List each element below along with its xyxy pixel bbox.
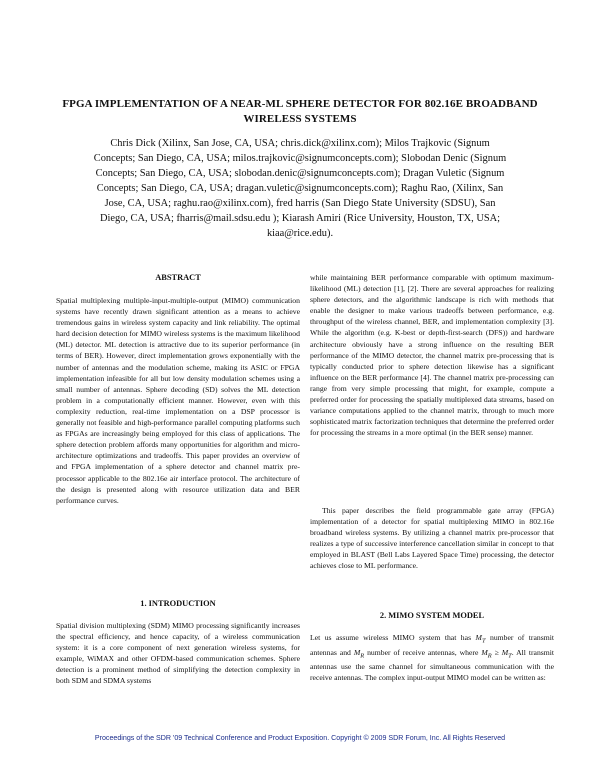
abstract-heading: ABSTRACT xyxy=(155,273,201,282)
mimo-model-text xyxy=(310,632,554,683)
paper-title: FPGA IMPLEMENTATION OF A NEAR-ML SPHERE DETECTOR FOR 802.16E BROADBAND WIRELESS SYSTEMS xyxy=(62,98,538,125)
author-list: Chris Dick (Xilinx, San Jose, CA, USA; chris.dick@xilinx.com); Milos Trajkovic (Signum Concepts; San Diego, CA, USA; milos.trajkovic@signumconcepts.com); Slobodan Denic (Signum Concepts; San Diego, CA, USA; slobodan.denic@signumconcepts.com); Dragan Vuletic (Signum Concepts; San Diego, CA, USA; dragan.vuletic@signumconcepts.com); Raghu Rao, (Xilinx, San Jose, CA, USA; raghu.rao@xilinx.com), fred harris (San Diego State University (SDSU), San Diego, CA, USA; fharris@mail.sdsu.edu ); Kiarash Amiri (Rice University, Houston, TX, USA; kiaa@rice.edu). xyxy=(93,138,507,239)
inequality: $M_R \ge M_T$ xyxy=(481,647,512,660)
symbol-mr: $M_R$ xyxy=(353,647,365,660)
mimo-text-4: . All transmit antennas use the same channel for simultaneous communication with the receive antennas. The complex input-output MIMO model can be written as: xyxy=(310,647,555,683)
mimo-text-2: number of transmit antennas and xyxy=(310,633,554,657)
abstract-text: Spatial multiplexing multiple-input-multiple-output (MIMO) communication systems have recently drawn significant attention as a means to achieve tremendous gains in wireless system capacity and link reliability. The optimal hard decision detection for MIMO wireless systems is the maximum likelihood (ML) detector. ML detection is attractive due to its superior performance (in terms of BER). However, direct implementation grows exponentially with the number of antennas and the modulation scheme, making its ASIC or FPGA implementation infeasible for all but low density modulation schemes using a small number of antennas. Sphere decoding (SD) solves the ML detection problem in a computationally efficient manner. However, even with this complexity reduction, real-time implementation on a DSP processor is generally not feasible and high-performance parallel computing platforms such as FPGAs are increasingly being employed for this class of applications. The sphere detection problem affords many opportunities for algorithm and micro-architecture optimizations and tradeoffs. This paper provides an overview of and FPGA implementation of a sphere detector and channel matrix pre-processor applicable to the 802.16e air interface protocol. The architecture of the design is presented along with resource utilization data and BER performance curves. xyxy=(56,296,300,505)
mimo-text-1: Let us assume wireless MIMO system that has xyxy=(310,633,472,642)
proceedings-footer: Proceedings of the SDR '09 Technical Conference and Product Exposition. Copyright © 2009 SDR Forum, Inc. All Rights Reserved xyxy=(94,734,506,742)
introduction-heading: 1. INTRODUCTION xyxy=(140,599,216,608)
intro-continued-paragraph: while maintaining BER performance comparable with optimum maximum-likelihood (ML) detection [1], [2]. There are several approaches for realizing sphere detectors, and the algorithmic landscape is rich with methods that enable the designer to make various tradeoffs between performance, e.g. throughput of the wireless channel, BER, and implementation complexity [3]. While the algorithm (e.g. K-best or depth-first-search (DFS)) and hardware architecture obviously have a strong influence on the resulting BER performance of the MIMO detector, the channel matrix pre-processing that is typically conducted prior to sphere detection likewise has a significant influence on the BER performance [4]. The channel matrix pre-processing can range from very simple processing that might, for example, compute a preferred order for processing the spatially multiplexed data streams, based on variance computations applied to the channel matrix, through to much more sophisticated matrix factorization techniques that determine the preferred order for processing the streams in a more optimal (in the BER sense) manner. xyxy=(310,273,554,438)
mimo-model-heading: 2. MIMO SYSTEM MODEL xyxy=(379,611,485,620)
introduction-text: Spatial division multiplexing (SDM) MIMO processing significantly increases the spectral efficiency, and hence capacity, of a wireless communication system: it is a core component of next generation wireless systems, for example, WiMAX and other OFDM-based communication schemes. Sphere detection is a prominent method of simplifying the detection complexity in both SDM and SDMA systems xyxy=(56,621,300,686)
paper-scope-paragraph: This paper describes the field programmable gate array (FPGA) implementation of a detector for spatial multiplexing MIMO in 802.16e broadband wireless systems. By utilizing a channel matrix pre-processor that realizes a type of successive interference cancellation similar in concept to that employed in BLAST (Bell Labs Layered Space Time) processing, the detector achieves close to ML performance. xyxy=(310,506,554,571)
symbol-mt: $M_T$ xyxy=(475,633,486,645)
mimo-text-3: number of receive antennas, where xyxy=(367,647,479,657)
